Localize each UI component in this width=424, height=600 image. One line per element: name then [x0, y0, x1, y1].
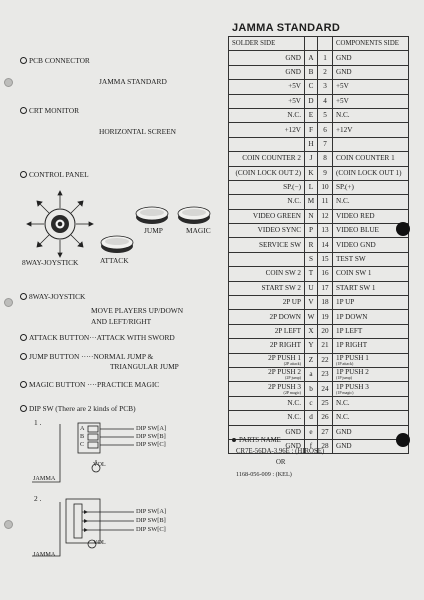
components-side-cell: N.C.	[333, 108, 409, 122]
control-panel-label: CONTROL PANEL	[29, 170, 89, 179]
pin-letter-cell: R	[305, 238, 318, 252]
components-side-cell: 1P DOWN	[333, 310, 409, 324]
joystick-heading	[20, 292, 85, 301]
diagram-1-row-label-c: C	[80, 441, 85, 448]
solder-side-cell: +12V	[229, 123, 305, 137]
solder-side-cell: N.C.	[229, 396, 305, 410]
pin-letter-cell: K	[305, 166, 318, 180]
pin-letter-cell: a	[305, 367, 318, 381]
solder-side-cell	[229, 252, 305, 266]
pin-letter-cell: W	[305, 310, 318, 324]
diagram-1-dip-sw-c: DIP SW[C]	[136, 441, 166, 448]
solder-side-cell: N.C.	[229, 411, 305, 425]
pin-letter-cell: C	[305, 80, 318, 94]
solder-side-cell: 2P UP	[229, 296, 305, 310]
pin-letter-cell: H	[305, 137, 318, 151]
solder-side-cell: GND	[229, 439, 305, 453]
pin-letter-cell: c	[305, 396, 318, 410]
diagram-2-dip-sw-a: DIP SW[A]	[136, 508, 167, 515]
joystick-icon	[27, 191, 93, 257]
table-row	[229, 152, 409, 166]
table-row	[229, 80, 409, 94]
solder-side-cell-note: (2P magic)	[283, 389, 301, 395]
solder-side-cell: SP.(−)	[229, 180, 305, 194]
joystick-desc-2: AND LEFT/RIGHT	[91, 317, 152, 326]
pin-letter-cell: X	[305, 324, 318, 338]
solder-side-cell: GND	[229, 65, 305, 79]
punch-hole-mark	[396, 222, 410, 236]
table-row	[229, 123, 409, 137]
pin-letter-cell: M	[305, 195, 318, 209]
solder-side-cell: GND	[229, 51, 305, 65]
components-side-cell: START SW 1	[333, 281, 409, 295]
diagram-2-jamma: JAMMA	[33, 551, 56, 558]
parts-line-1: CR7E-56DA-3.96E : (HIROSE)	[236, 448, 325, 455]
table-row	[229, 267, 409, 281]
pin-number-cell: 5	[318, 108, 333, 122]
solder-side-cell	[229, 353, 305, 367]
components-side-cell	[333, 367, 409, 381]
pin-number-cell: 25	[318, 396, 333, 410]
pin-number-cell: 19	[318, 310, 333, 324]
table-row	[229, 310, 409, 324]
magic-button-line	[20, 380, 159, 389]
table-row	[229, 396, 409, 410]
bullet-icon	[20, 57, 27, 64]
bullet-icon	[20, 381, 27, 388]
pin-number-cell: 10	[318, 180, 333, 194]
solder-side-cell: N.C.	[229, 108, 305, 122]
table-row	[229, 195, 409, 209]
pin-number-cell: 28	[318, 439, 333, 453]
punch-hole-mark	[396, 433, 410, 447]
table-row	[229, 296, 409, 310]
components-side-cell: (COIN LOCK OUT 1)	[333, 166, 409, 180]
components-side-cell: 1P LEFT	[333, 324, 409, 338]
table-row	[229, 137, 409, 151]
components-side-cell-main: 1P PUSH 2	[336, 368, 369, 377]
magic-caption: MAGIC	[186, 226, 211, 235]
components-side-cell: N.C.	[333, 411, 409, 425]
parts-name-heading	[232, 436, 281, 445]
magic-button-drawing	[178, 207, 210, 224]
pin-letter-cell: B	[305, 65, 318, 79]
solder-side-cell-main: 2P PUSH 1	[268, 353, 301, 362]
diagram-1-dip-sw-a: DIP SW[A]	[136, 425, 167, 432]
components-side-cell: +5V	[333, 94, 409, 108]
solder-side-cell: VIDEO GREEN	[229, 209, 305, 223]
attack-caption: ATTACK	[100, 256, 129, 265]
components-side-cell: GND	[333, 65, 409, 79]
solder-side-cell: 2P DOWN	[229, 310, 305, 324]
components-side-cell: VIDEO RED	[333, 209, 409, 223]
pin-letter-cell: F	[305, 123, 318, 137]
bullet-icon	[20, 293, 27, 300]
pin-number-cell: 9	[318, 166, 333, 180]
solder-side-cell	[229, 367, 305, 381]
header-solder-side: SOLDER SIDE	[229, 37, 305, 51]
bullet-icon	[20, 353, 27, 360]
components-side-cell: VIDEO BLUE	[333, 224, 409, 238]
components-side-cell	[333, 137, 409, 151]
components-side-cell-main: 1P PUSH 3	[336, 382, 369, 391]
components-side-cell: 1P UP	[333, 296, 409, 310]
jamma-table-title: JAMMA STANDARD	[232, 22, 341, 34]
jump-button-text: JUMP BUTTON ·····NORMAL JUMP &	[29, 352, 154, 361]
parts-name-label: PARTS NAME	[239, 437, 281, 444]
components-side-cell: COIN COUNTER 1	[333, 152, 409, 166]
solder-side-cell-main: 2P PUSH 3	[268, 382, 301, 391]
pin-number-cell: 12	[318, 209, 333, 223]
components-side-cell: GND	[333, 51, 409, 65]
diagram-1-index: 1 .	[34, 418, 42, 427]
pin-number-cell: 17	[318, 281, 333, 295]
table-row	[229, 238, 409, 252]
header-components-side: COMPONENTS SIDE	[333, 37, 409, 51]
table-body	[229, 51, 409, 454]
components-side-cell: N.C.	[333, 195, 409, 209]
components-side-cell: SP.(+)	[333, 180, 409, 194]
table-row	[229, 382, 409, 396]
solder-side-cell-main: 2P PUSH 2	[268, 368, 301, 377]
attack-button-text: ATTACK BUTTON···ATTACK WITH SWORD	[29, 333, 175, 342]
solder-side-cell: VIDEO SYNC	[229, 224, 305, 238]
pin-letter-cell: L	[305, 180, 318, 194]
pin-letter-cell: N	[305, 209, 318, 223]
table-row	[229, 353, 409, 367]
solder-side-cell-note: (2P jump)	[285, 375, 301, 381]
pin-number-cell: 11	[318, 195, 333, 209]
pin-number-cell: 16	[318, 267, 333, 281]
pin-number-cell: 13	[318, 224, 333, 238]
diagram-2-dip-sw-b: DIP SW[B]	[136, 517, 166, 524]
pin-letter-cell: P	[305, 224, 318, 238]
table-row	[229, 65, 409, 79]
pin-number-cell: 6	[318, 123, 333, 137]
header-letter	[305, 37, 318, 51]
solder-side-cell: GND	[229, 425, 305, 439]
table-row	[229, 411, 409, 425]
components-side-cell: COIN SW 1	[333, 267, 409, 281]
components-side-cell	[333, 382, 409, 396]
crt-monitor-label: CRT MONITOR	[29, 106, 79, 115]
crt-monitor-value: HORIZONTAL SCREEN	[99, 127, 176, 136]
table-row	[229, 324, 409, 338]
components-side-cell-note: (1P jump)	[336, 375, 352, 381]
solder-side-cell: START SW 2	[229, 281, 305, 295]
bullet-icon	[20, 405, 27, 412]
pin-letter-cell: b	[305, 382, 318, 396]
table-row	[229, 166, 409, 180]
jump-caption: JUMP	[144, 226, 163, 235]
attack-button-drawing	[101, 236, 133, 253]
pin-letter-cell: A	[305, 51, 318, 65]
pin-letter-cell: E	[305, 108, 318, 122]
solder-side-cell: +5V	[229, 94, 305, 108]
pin-number-cell: 4	[318, 94, 333, 108]
table-row	[229, 51, 409, 65]
bullet-icon	[20, 107, 27, 114]
diagram-1-dip-sw-b: DIP SW[B]	[136, 433, 166, 440]
pin-letter-cell: V	[305, 296, 318, 310]
solder-side-cell: +5V	[229, 80, 305, 94]
table-row	[229, 367, 409, 381]
table-row	[229, 252, 409, 266]
pin-number-cell: 1	[318, 51, 333, 65]
pin-number-cell: 20	[318, 324, 333, 338]
pin-number-cell: 15	[318, 252, 333, 266]
diagram-1-jamma: JAMMA	[33, 475, 56, 482]
binder-hole	[4, 298, 13, 307]
solder-side-cell: COIN SW 2	[229, 267, 305, 281]
pin-letter-cell: J	[305, 152, 318, 166]
table-row	[229, 108, 409, 122]
components-side-cell: GND	[333, 439, 409, 453]
diagram-2-dip-sw-c: DIP SW[C]	[136, 526, 166, 533]
dip-sw-text: DIP SW (There are 2 kinds of PCB)	[29, 404, 136, 413]
pcb-connector-value: JAMMA STANDARD	[99, 77, 167, 86]
parts-line-2: 1168-056-009 : (KEL)	[236, 471, 292, 478]
components-side-cell: GND	[333, 425, 409, 439]
pin-letter-cell: D	[305, 94, 318, 108]
solder-side-cell: N.C.	[229, 195, 305, 209]
pin-letter-cell: d	[305, 411, 318, 425]
components-side-cell: N.C.	[333, 396, 409, 410]
solder-side-cell: (COIN LOCK OUT 2)	[229, 166, 305, 180]
bullet-dot-icon	[232, 438, 236, 442]
pin-number-cell: 18	[318, 296, 333, 310]
jamma-pinout-table	[228, 36, 409, 454]
header-number	[318, 37, 333, 51]
jump-button-drawing	[136, 207, 168, 224]
diagram-1-vol: VOL	[93, 461, 106, 468]
solder-side-cell: 2P LEFT	[229, 324, 305, 338]
pin-number-cell: 21	[318, 339, 333, 353]
table-row	[229, 339, 409, 353]
pin-number-cell: 22	[318, 353, 333, 367]
diagram-1-row-label-b: B	[80, 433, 85, 440]
bullet-icon	[20, 171, 27, 178]
crt-monitor-heading	[20, 106, 79, 115]
solder-side-cell-note: (2P attack)	[283, 360, 301, 366]
pin-letter-cell: e	[305, 425, 318, 439]
components-side-cell-note: (1P attack)	[336, 360, 354, 366]
joystick-caption: 8WAY-JOYSTICK	[22, 258, 79, 267]
components-side-cell: +12V	[333, 123, 409, 137]
pin-letter-cell: S	[305, 252, 318, 266]
components-side-cell: +5V	[333, 80, 409, 94]
pcb-connector-heading	[20, 56, 90, 65]
joystick-label: 8WAY-JOYSTICK	[29, 292, 86, 301]
pin-letter-cell: f	[305, 439, 318, 453]
pin-letter-cell: Y	[305, 339, 318, 353]
pin-number-cell: 8	[318, 152, 333, 166]
pin-letter-cell: Z	[305, 353, 318, 367]
diagram-2-index: 2 .	[34, 494, 42, 503]
solder-side-cell	[229, 137, 305, 151]
components-side-cell: 1P RIGHT	[333, 339, 409, 353]
table-row	[229, 281, 409, 295]
pin-number-cell: 23	[318, 367, 333, 381]
control-panel-heading	[20, 170, 89, 179]
pin-number-cell: 7	[318, 137, 333, 151]
pin-number-cell: 27	[318, 425, 333, 439]
parts-or: OR	[276, 459, 286, 466]
dip-sw-line	[20, 404, 136, 413]
table-row	[229, 94, 409, 108]
bullet-icon	[20, 334, 27, 341]
pin-number-cell: 24	[318, 382, 333, 396]
pin-number-cell: 3	[318, 80, 333, 94]
components-side-cell: VIDEO GND	[333, 238, 409, 252]
pin-letter-cell: U	[305, 281, 318, 295]
pin-number-cell: 14	[318, 238, 333, 252]
pin-number-cell: 2	[318, 65, 333, 79]
jump-button-line	[20, 352, 153, 361]
solder-side-cell: SERVICE SW	[229, 238, 305, 252]
magic-button-text: MAGIC BUTTON ····PRACTICE MAGIC	[29, 380, 160, 389]
binder-hole	[4, 520, 13, 529]
pin-number-cell: 26	[318, 411, 333, 425]
solder-side-cell: COIN COUNTER 2	[229, 152, 305, 166]
joystick-desc-1: MOVE PLAYERS UP/DOWN	[91, 306, 184, 315]
diagram-1-row-label-a: A	[80, 425, 85, 432]
table-header-row	[229, 37, 409, 51]
attack-button-line	[20, 333, 175, 342]
binder-holes	[4, 0, 14, 600]
solder-side-cell	[229, 382, 305, 396]
diagram-2-vol: VOL	[93, 539, 106, 546]
components-side-cell-main: 1P PUSH 1	[336, 353, 369, 362]
pin-letter-cell: T	[305, 267, 318, 281]
jump-button-line-2: TRIANGULAR JUMP	[110, 362, 179, 371]
table-row	[229, 209, 409, 223]
components-side-cell-note: (1P magic)	[336, 389, 354, 395]
components-side-cell: TEST SW	[333, 252, 409, 266]
binder-hole	[4, 78, 13, 87]
components-side-cell	[333, 353, 409, 367]
table-row	[229, 180, 409, 194]
pcb-connector-label: PCB CONNECTOR	[29, 56, 90, 65]
table-row	[229, 224, 409, 238]
solder-side-cell: 2P RIGHT	[229, 339, 305, 353]
